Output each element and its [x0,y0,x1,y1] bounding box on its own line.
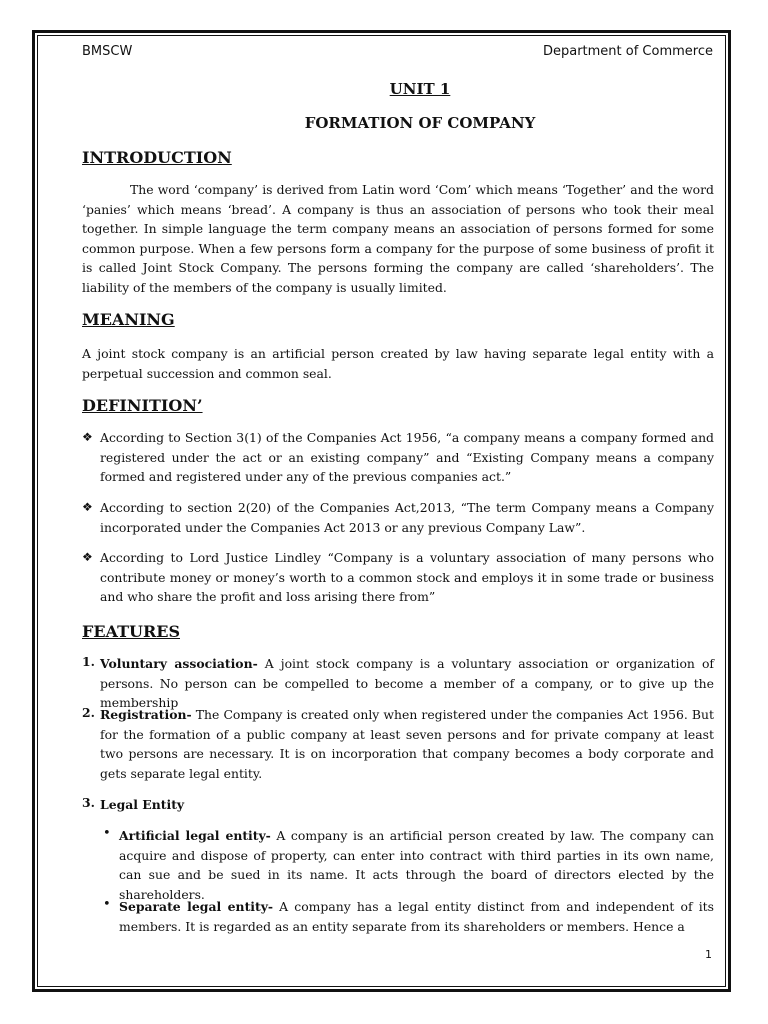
definition-item: According to section 2(20) of the Companies Act,2013, “The term Company means a Company incorporated under the Companies Act 2013 or any previous Company Law”. [100,500,714,535]
feature-term: Legal Entity [100,797,185,812]
feature-item [100,705,714,783]
introduction-heading: INTRODUCTION [82,148,232,167]
header-left: BMSCW [82,44,133,59]
feature-item [100,654,714,713]
legal-entity-text: A company has a legal entity distinct from and independent of its members. It is regarded as an entity separate from its shareholders or members. Hence a [119,899,714,934]
introduction-text: The word ‘company’ is derived from Latin word ‘Com’ which means ‘Together’ and the word ‘panies’ which means ‘bread’. A company is thus an association of persons who took their meal together. In simple language the term company means an association of persons formed for some common purpose. When a few persons form a company for the purpose of some business of profit it is called Joint Stock Company. The persons forming the company are called ‘shareholders’. The liability of the members of the company is usually limited. [82,182,714,295]
definition-heading: DEFINITION’ [82,396,203,415]
legal-entity-text: A company is an artificial person created by law. The company can acquire and dispose of property, can enter into contract with third parties in its own name, can sue and be sued in its name. It acts through the board of directors elected by the shareholders. [119,828,714,902]
diamond-bullet-icon: ❖ [82,500,93,514]
feature-term: Registration- [100,707,192,722]
definition-item: According to Section 3(1) of the Companies Act 1956, “a company means a company formed and registered under the act or an existing company” and “Existing Company means a company formed and registered under any of the previous companies act.” [100,430,714,484]
legal-entity-term: Separate legal entity- [119,899,274,914]
bullet-dot-icon: • [103,826,111,841]
feature-item [100,795,714,815]
page-title: FORMATION OF COMPANY [304,114,536,132]
page-number: 1 [705,948,712,961]
feature-number: 1. [82,654,95,669]
meaning-heading: MEANING [82,310,175,329]
definition-item: According to Lord Justice Lindley “Company is a voluntary association of many persons who contribute money or money’s worth to a common stock and employs it in some trade or business and who share the profit and loss arising there from” [100,550,714,604]
feature-text: A joint stock company is a voluntary association or organization of persons. No person can be compelled to become a member of a company, or to give up the membership [100,656,714,710]
feature-number: 2. [82,705,95,720]
feature-term: Voluntary association- [100,656,258,671]
feature-number: 3. [82,795,95,810]
meaning-text: A joint stock company is an artificial person created by law having separate legal entity with a perpetual succession and common seal. [82,346,714,381]
diamond-bullet-icon: ❖ [82,430,93,444]
legal-entity-item [119,897,714,936]
header-right: Department of Commerce [542,44,713,59]
diamond-bullet-icon: ❖ [82,550,93,564]
feature-text: The Company is created only when registered under the companies Act 1956. But for the formation of a public company at least seven persons and for private company at least two persons are necessary. It is on incorporation that company becomes a body corporate and gets separate legal entity. [100,707,714,781]
features-heading: FEATURES [82,622,180,641]
unit-title: UNIT 1 [389,80,451,98]
legal-entity-item [119,826,714,904]
legal-entity-term: Artificial legal entity- [119,828,271,843]
bullet-dot-icon: • [103,897,111,912]
